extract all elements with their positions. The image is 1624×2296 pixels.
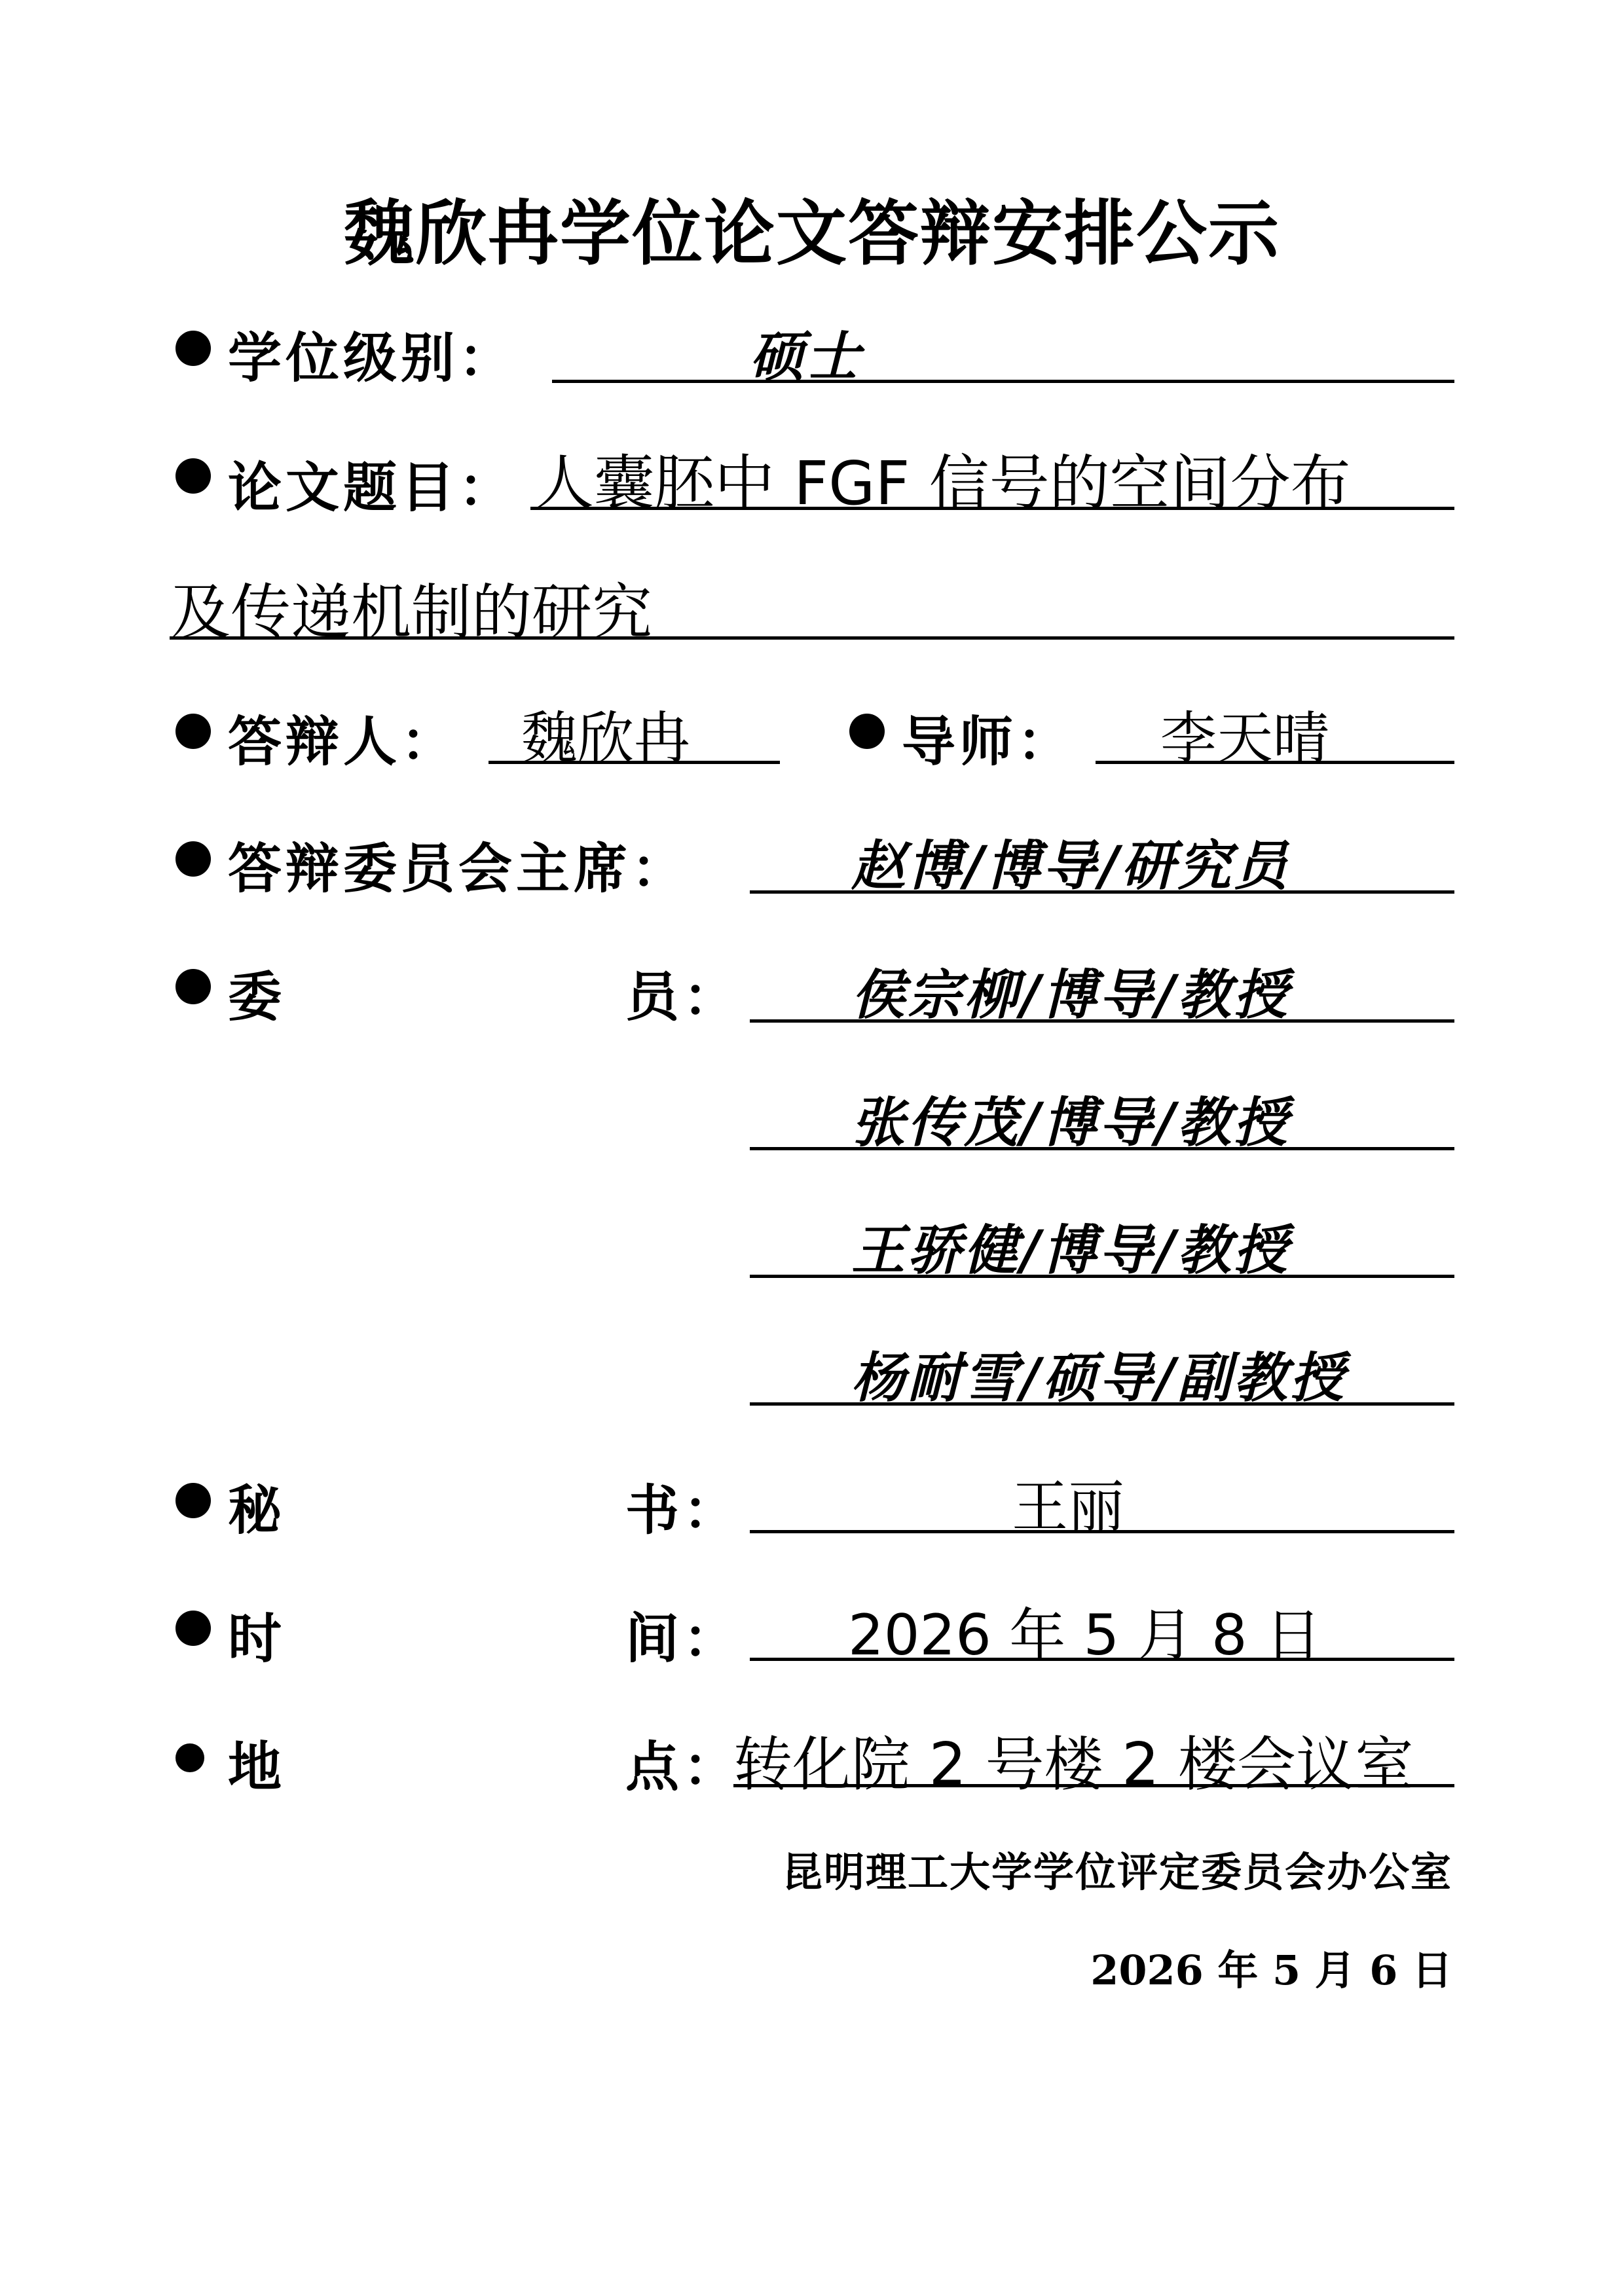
time-label-left: 时 xyxy=(228,1607,286,1670)
members-label-right: 员： xyxy=(625,966,741,1029)
bullet-icon xyxy=(175,841,211,877)
chair-value: 赵博/博导/研究员 xyxy=(851,835,1290,898)
bullet-icon xyxy=(849,714,885,749)
defender-value: 魏欣冉 xyxy=(521,706,690,771)
member-2: 张传茂/博导/教授 xyxy=(851,1091,1290,1154)
thesis-title-line1: 人囊胚中 FGF 信号的空间分布 xyxy=(534,448,1351,519)
degree-value: 硕士 xyxy=(750,325,862,388)
secretary-label-left: 秘 xyxy=(228,1479,286,1542)
issue-date: 2026 年 5 月 6 日 xyxy=(1090,1946,1452,1994)
bullet-icon xyxy=(175,331,211,366)
bullet-icon xyxy=(175,969,211,1004)
member-4: 杨耐雪/硕导/副教授 xyxy=(851,1347,1346,1410)
time-label-right: 间： xyxy=(625,1607,741,1670)
member-3: 王骄健/博导/教授 xyxy=(851,1219,1290,1282)
place-label-left: 地 xyxy=(228,1736,286,1798)
time-value: 2026 年 5 月 8 日 xyxy=(848,1603,1321,1668)
advisor-value: 李天晴 xyxy=(1160,706,1329,771)
chair-label: 答辩委员会主席： xyxy=(228,837,690,900)
bullet-icon xyxy=(175,714,211,749)
degree-label: 学位级别： xyxy=(228,327,517,390)
advisor-label: 导师： xyxy=(902,710,1075,773)
issuing-office: 昆明理工大学学位评定委员会办公室 xyxy=(781,1848,1452,1896)
members-label-left: 委 xyxy=(228,966,286,1029)
secretary-value: 王丽 xyxy=(1012,1474,1124,1540)
thesis-label: 论文题目： xyxy=(228,456,517,519)
place-value: 转化院 2 号楼 2 楼会议室 xyxy=(733,1730,1414,1799)
bullet-icon xyxy=(175,1483,211,1518)
defender-label: 答辩人： xyxy=(228,710,459,773)
bullet-icon xyxy=(175,1611,211,1646)
degree-underline xyxy=(552,321,1454,383)
member-1: 侯宗柳/博导/教授 xyxy=(851,964,1290,1027)
secretary-label-right: 书： xyxy=(625,1479,741,1542)
place-label-right: 点： xyxy=(625,1736,741,1798)
bullet-icon xyxy=(175,458,211,494)
page-title: 魏欣冉学位论文答辩安排公示 xyxy=(343,193,1280,275)
bullet-icon xyxy=(175,1743,204,1772)
thesis-title-line2: 及传递机制的研究 xyxy=(170,577,653,647)
